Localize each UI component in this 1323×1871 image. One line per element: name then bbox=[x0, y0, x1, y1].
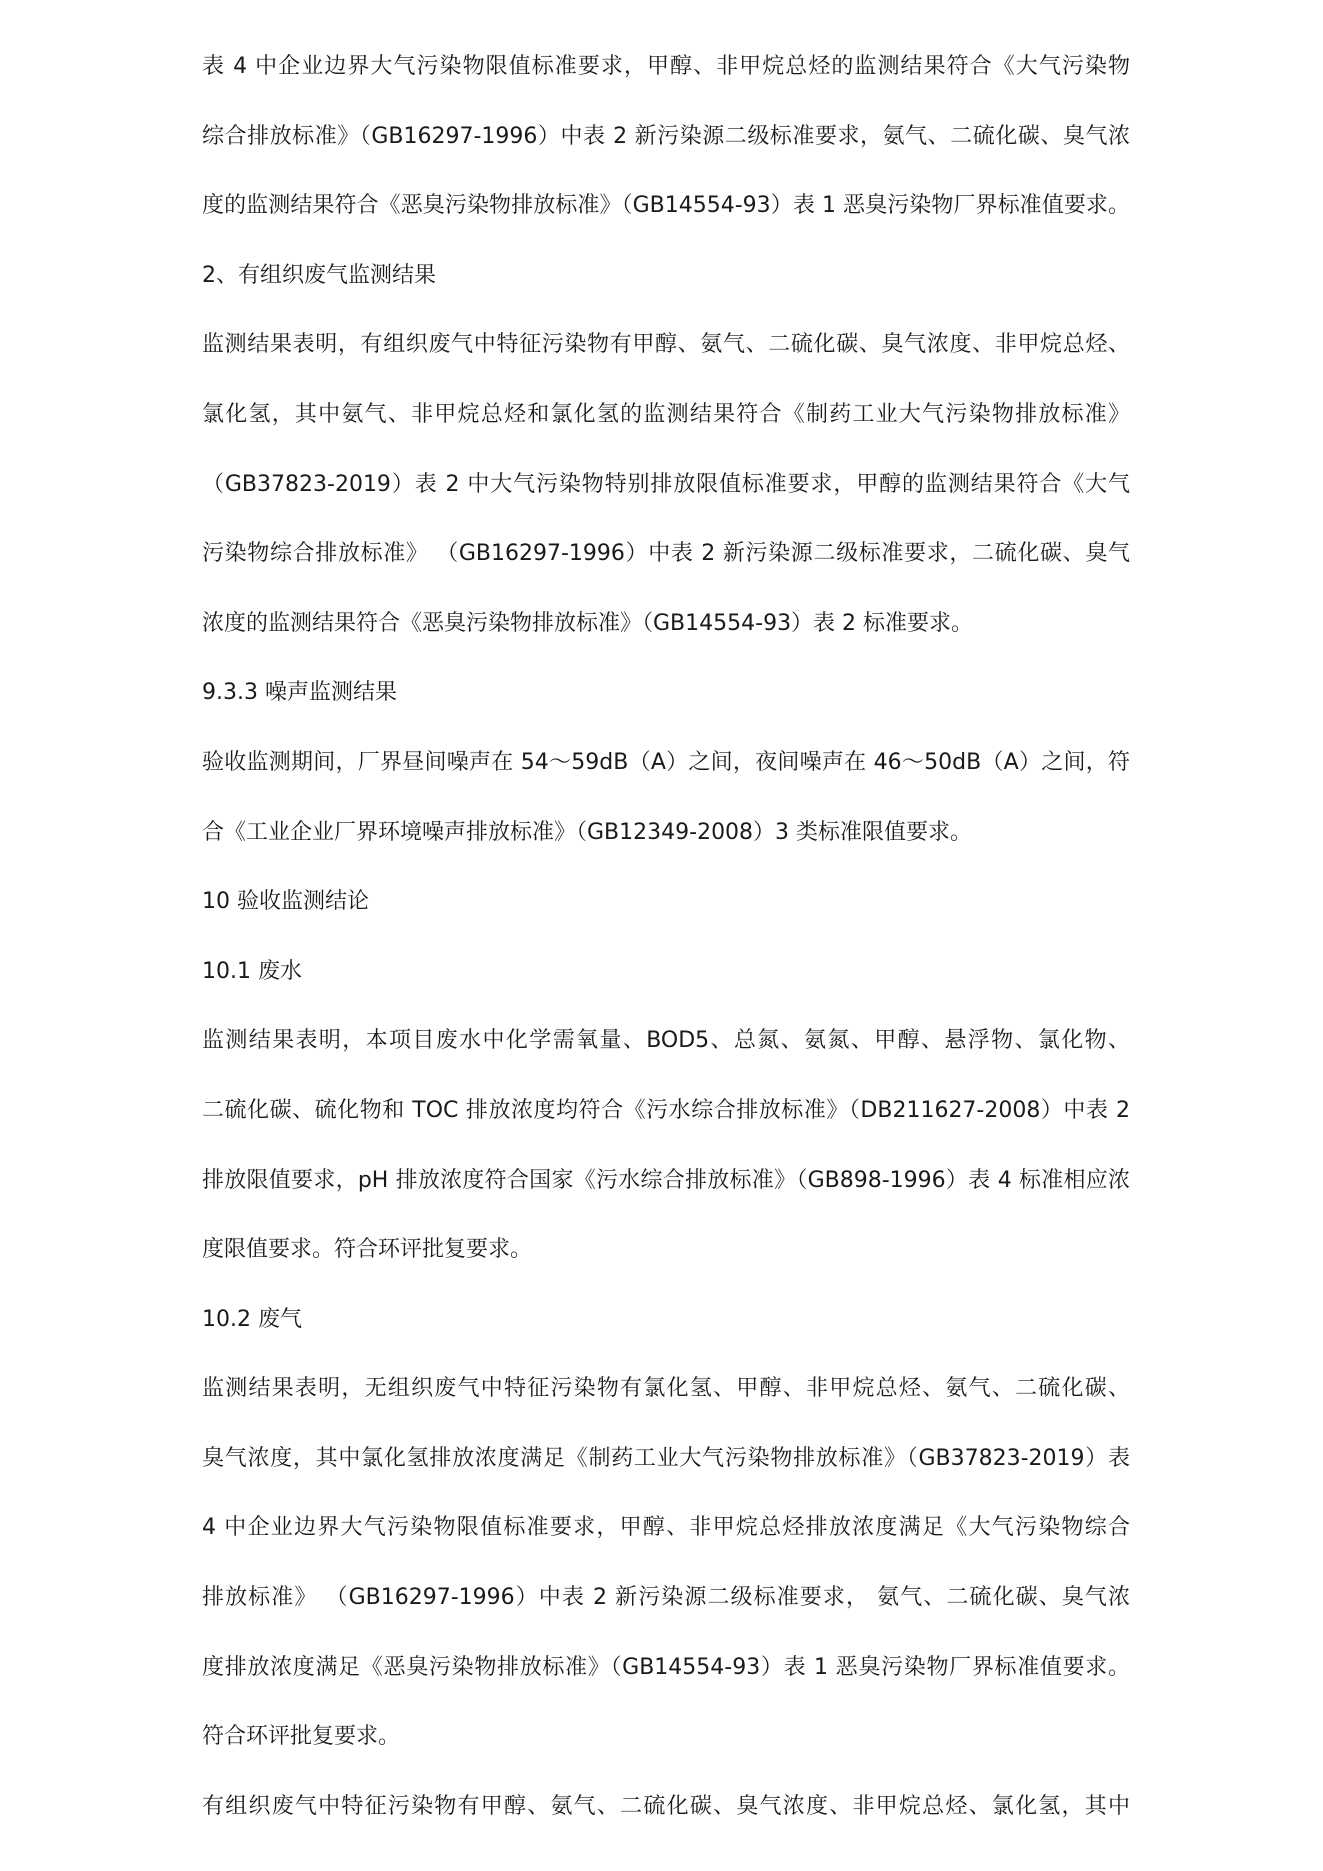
text-line: 有组织废气中特征污染物有甲醇、氨气、二硫化碳、臭气浓度、非甲烷总烃、氯化氢，其中 bbox=[202, 1793, 1130, 1819]
section-heading: 10.1 废水 bbox=[202, 958, 302, 984]
text-line: 臭气浓度，其中氯化氢排放浓度满足《制药工业大气污染物排放标准》（GB37823-2019）表 bbox=[202, 1445, 1130, 1471]
text-line: 监测结果表明，本项目废水中化学需氧量、BOD5、总氮、氨氮、甲醇、悬浮物、氯化物、 bbox=[202, 1028, 1130, 1054]
text-line: 污染物综合排放标准》 （GB16297-1996）中表 2 新污染源二级标准要求，二硫化碳、臭气 bbox=[202, 541, 1130, 567]
text-line: 排放限值要求，pH 排放浓度符合国家《污水综合排放标准》（GB898-1996）表 4 标准相应浓 bbox=[202, 1167, 1130, 1193]
text-line: 合《工业企业厂界环境噪声排放标准》（GB12349-2008）3 类标准限值要求。 bbox=[202, 819, 973, 845]
section-heading: 9.3.3 噪声监测结果 bbox=[202, 680, 397, 706]
text-line: 排放标准》 （GB16297-1996）中表 2 新污染源二级标准要求， 氨气、二硫化碳、臭气浓 bbox=[202, 1585, 1130, 1611]
document-body bbox=[202, 32, 1130, 1841]
text-line: 4 中企业边界大气污染物限值标准要求，甲醇、非甲烷总烃排放浓度满足《大气污染物综合 bbox=[202, 1515, 1130, 1541]
text-line: 表 4 中企业边界大气污染物限值标准要求，甲醇、非甲烷总烃的监测结果符合《大气污染物 bbox=[202, 54, 1130, 79]
text-line: 度限值要求。符合环评批复要求。 bbox=[202, 1237, 533, 1263]
text-line: 符合环评批复要求。 bbox=[202, 1724, 401, 1750]
section-heading: 2、有组织废气监测结果 bbox=[202, 262, 436, 288]
text-line: 二硫化碳、硫化物和 TOC 排放浓度均符合《污水综合排放标准》（DB211627-2008）中表 2 bbox=[202, 1097, 1130, 1123]
text-line: 度排放浓度满足《恶臭污染物排放标准》（GB14554-93）表 1 恶臭污染物厂界标准值要求。 bbox=[202, 1654, 1130, 1680]
section-heading: 10.2 废气 bbox=[202, 1306, 302, 1332]
section-heading: 10 验收监测结论 bbox=[202, 889, 369, 915]
text-line: 监测结果表明，有组织废气中特征污染物有甲醇、氨气、二硫化碳、臭气浓度、非甲烷总烃、 bbox=[202, 332, 1130, 358]
text-line: （GB37823-2019）表 2 中大气污染物特别排放限值标准要求，甲醇的监测结果符合《大气 bbox=[202, 471, 1130, 497]
text-line: 验收监测期间，厂界昼间噪声在 54～59dB（A）之间，夜间噪声在 46～50dB（A）之间，符 bbox=[202, 749, 1130, 775]
text-line: 浓度的监测结果符合《恶臭污染物排放标准》（GB14554-93）表 2 标准要求。 bbox=[202, 610, 974, 636]
text-line: 监测结果表明，无组织废气中特征污染物有氯化氢、甲醇、非甲烷总烃、氨气、二硫化碳、 bbox=[202, 1376, 1130, 1402]
text-line: 综合排放标准》（GB16297-1996）中表 2 新污染源二级标准要求，氨气、二硫化碳、臭气浓 bbox=[202, 123, 1130, 149]
text-line: 度的监测结果符合《恶臭污染物排放标准》（GB14554-93）表 1 恶臭污染物厂界标准值要求。 bbox=[202, 193, 1130, 219]
text-line: 氯化氢，其中氨气、非甲烷总烃和氯化氢的监测结果符合《制药工业大气污染物排放标准》 bbox=[202, 401, 1130, 427]
